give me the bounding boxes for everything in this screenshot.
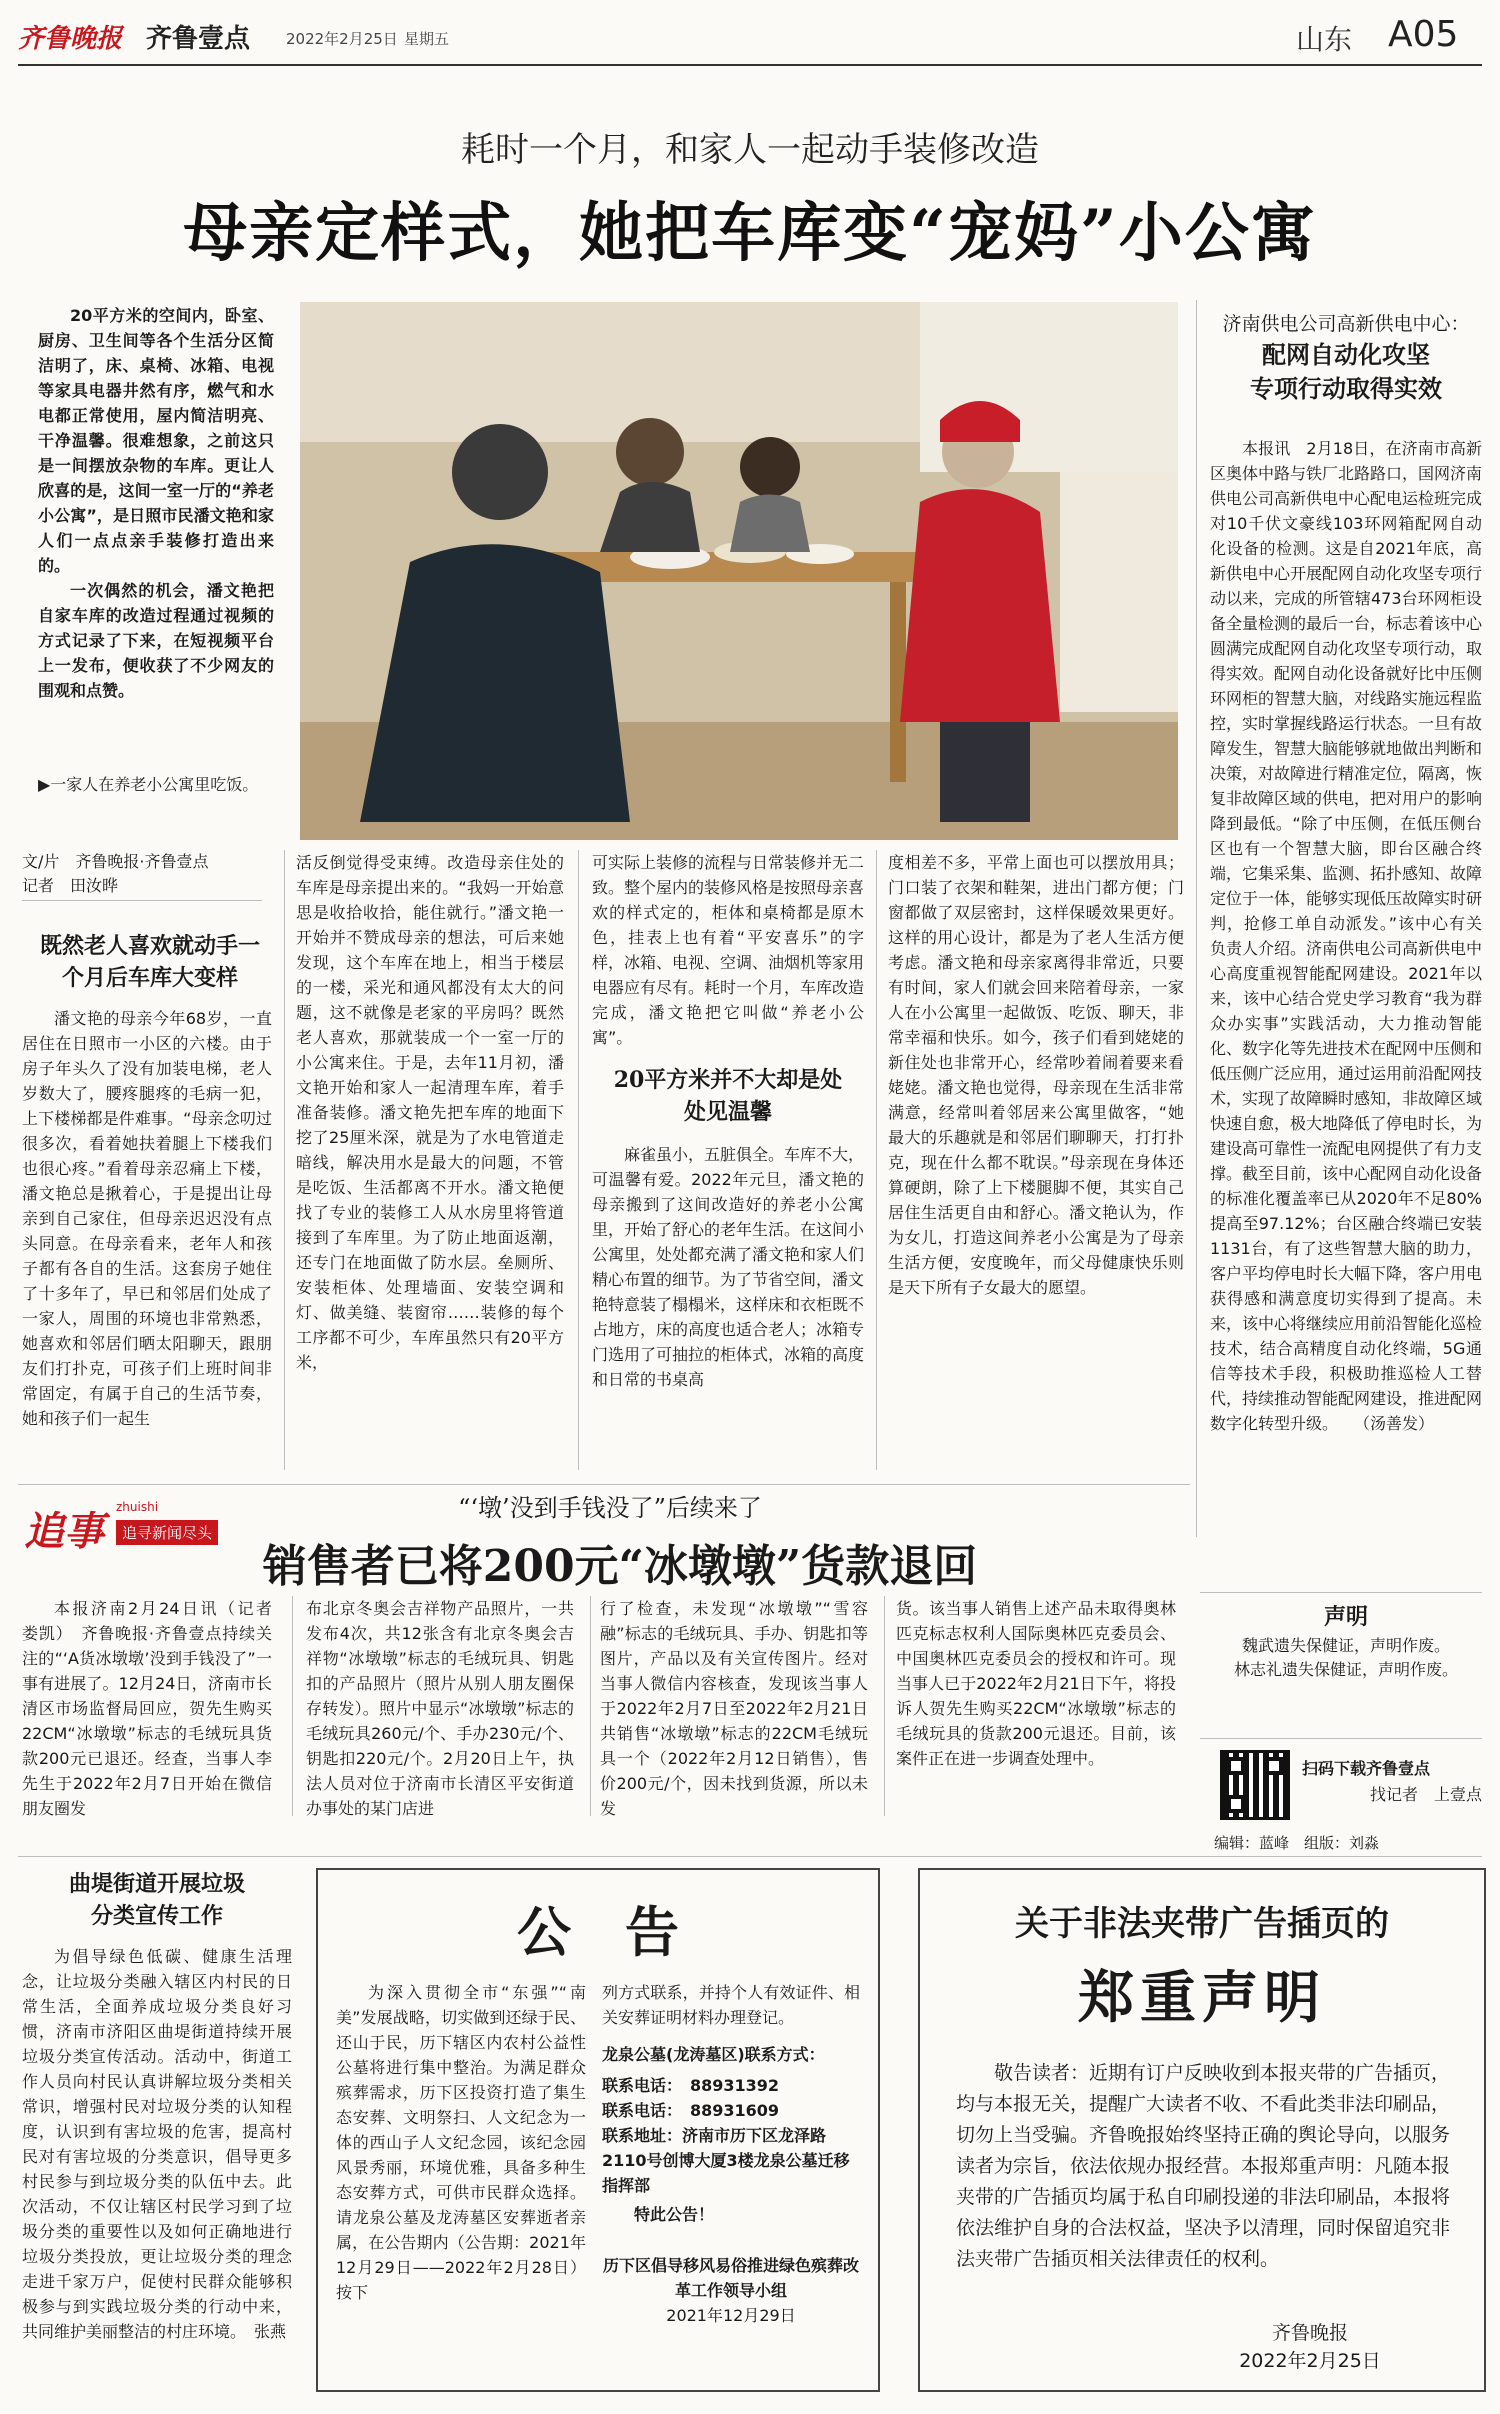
- fu-rule-3: [884, 1596, 885, 1816]
- statement-title: 声明: [1323, 1604, 1368, 1630]
- followup-tag-title: 追事: [24, 1508, 104, 1555]
- declaration-sign: 齐鲁晚报: [1271, 2322, 1348, 2344]
- main-subhead-2: 20平方米并不大却是处处见温馨: [613, 1067, 843, 1125]
- fu-rule-2: [590, 1596, 591, 1816]
- logo-qilu-yidian: 齐鲁壹点: [146, 24, 251, 54]
- photo-caption: ▶一家人在养老小公寓里吃饭。: [38, 775, 259, 794]
- power-story: [1210, 310, 1482, 1486]
- followup-column-3: 行了检查，未发现“冰墩墩”“雪容融”标志的毛绒玩具、手办、钥匙扣等图片，产品以及有关宣传图片。经对当事人微信内容核查，发现该当事人于2022年2月7日至2022年2月21日共销售“冰墩墩”标志的22CM毛绒玩具一个（2022年2月12日销售），售价200元/个，因未找到货源，所以未发: [600, 1599, 868, 1818]
- statement-line-1: 魏武遗失保健证，声明作废。: [1241, 1636, 1450, 1655]
- notice-right-column: 列方式联系，并持个人有效证件、相关安葬证明材料办理登记。 龙泉公墓(龙涛墓区)联系方式： 联系电话： 88931392 联系电话： 88931609 联系地址：济南市历下区龙泽路2110号创博大厦3楼龙泉公墓迁移指挥部 特此公告！ 历下区倡导移风易俗推进绿色殡葬改革工作领导小组 2021年12月29日: [602, 1980, 860, 2328]
- section-name: 山东: [1296, 23, 1353, 56]
- main-column-1: 潘文艳的母亲今年68岁，一直居住在日照市一小区的六楼。由于房子年头久了没有加装电梯，老人岁数大了，腰疼腿疼的毛病一犯，上下楼梯都是件难事。“母亲念叨过很多次，看着她扶着腿上下楼我们也很心疼。”看着母亲忍痛上下楼，潘文艳总是揪着心，于是提出让母亲到自己家住，但母亲迟迟没有点头同意。在母亲看来，老年人和孩子都有各自的生活。这套房子她住了十多年了，早已和邻居们处成了一家人，周围的环境也非常熟悉，她喜欢和邻居们晒太阳聊天，跟朋友们打扑克，可孩子们上班时间非常固定，有属于自己的生活节奏，她和孩子们一起生: [22, 1009, 272, 1428]
- main-column-3a: 可实际上装修的流程与日常装修并无二致。整个屋内的装修风格是按照母亲喜欢的样式定的，柜体和桌椅都是原木色，挂表上也有着“平安喜乐”的字样，冰箱、电视、空调、油烟机等家用电器应有尽有。耗时一个月，车库改造完成，潘文艳把它叫做“养老小公寓”。: [592, 853, 865, 1047]
- notice-box: [316, 1868, 880, 2392]
- main-lead: 20平方米的空间内，卧室、厨房、卫生间等各个生活分区简洁明了，床、桌椅、冰箱、电视等家具电器井然有序，燃气和水电都正常使用，屋内简洁明亮、干净温馨。很难想象，之前这只是一间摆放杂物的车库。更让人欣喜的是，这间一室一厅的“养老小公寓”，是日照市民潘文艳和家人们一点点亲手装修打造出来的。 一次偶然的机会，潘文艳把自家车库的改造过程通过视频的方式记录了下来，在短视频平台上一发布，便收获了不少网友的围观和点赞。: [38, 306, 274, 700]
- main-column-2: 活反倒觉得受束缚。改造母亲住处的车库是母亲提出来的。“我妈一开始意思是收拾收拾，能住就行。”潘文艳一开始并不赞成母亲的想法，可后来她发现，这个车库在地上，相当于楼层的一楼，采光和通风都没有太大的问题，这不就像是老家的平房吗？既然老人喜欢，那就装成一个一室一厅的小公寓来住。于是，去年11月初，潘文艳开始和家人一起清理车库，着手准备装修。潘文艳先把车库的地面下挖了25厘米深，就是为了水电管道走暗线，解决用水是最大的问题，不管是吃饭、生活都离不开水。潘文艳便找了专业的装修工人从水房里将管道接到了车库里。为了防止地面返潮，还专门在地面做了防水层。垒厕所、安装柜体、处理墙面、安装空调和灯、做美缝、装窗帘……装修的每个工序都不可少，车库虽然只有20平方米，: [296, 853, 564, 1372]
- notice-phone-2: 联系电话： 88931609: [602, 2101, 780, 2120]
- page-number: A05: [1388, 14, 1459, 55]
- followup-tag-pinyin: zhuishi: [116, 1500, 159, 1514]
- power-title-1: 配网自动化攻坚: [1262, 340, 1430, 369]
- right-column-rule: [1196, 300, 1197, 1537]
- declaration-title-1: 关于非法夹带广告插页的: [1015, 1904, 1389, 1944]
- declaration-box: [918, 1868, 1486, 2392]
- issue-weekday: 星期五: [404, 30, 450, 48]
- power-body: 本报讯 2月18日，在济南市高新区奥体中路与铁厂北路路口，国网济南供电公司高新供电中心配电运检班完成对10千伏文豪线103环网箱配网自动化设备的检测。这是自2021年底，高新供电中心开展配网自动化攻坚专项行动以来，完成的所管辖473台环网柜设备全量检测的最后一台，标志着该中心圆满完成配网自动化攻坚专项行动，取得实效。配网自动化设备就好比中压侧环网柜的智慧大脑，对线路实施远程监控，实时掌握线路运行状态。一旦有故障发生，智慧大脑能够就地做出判断和决策，对故障进行精准定位，隔离，恢复非故障区域的供电，把对用户的影响降到最低。“除了中压侧，在低压侧台区也有一个智慧大脑，即台区融合终端，它集采集、监测、拓扑感知、故障定位于一体，能够实现低压故障实时研判，抢修工单自动派发。”该中心有关负责人介绍。济南供电公司高新供电中心高度重视智能配网建设。2021年以来，该中心结合党史学习教育“我为群众办实事”实践活动，大力推动智能化、数字化等先进技术在配网中压侧和低压侧广泛应用，通过运用前沿配网技术，实现了故障瞬时感知，非故障区域快速自愈，极大地降低了停电时长，为建设高可靠性一流配电网提供了有力支撑。截至目前，该中心配网自动化设备的标准化覆盖率已从2020年不足80%提高至97.12%；台区融合终端已安装1131台，有了这些智慧大脑的助力，客户平均停电时长大幅下降，客户用电获得感和满意度切实得到了提高。未来，该中心将继续应用前沿智能化巡检技术，结合高精度自动化终端，5G通信等技术手段，积极助推巡检人工替代，持续推动智能配网建设，推进配网数字化转型升级。 （汤善发）: [1210, 439, 1483, 1433]
- notice-address: 联系地址：济南市历下区龙泽路2110号创博大厦3楼龙泉公墓迁移指挥部: [602, 2126, 850, 2195]
- main-subhead-1: 既然老人喜欢就动手一个月后车库大变样: [40, 933, 261, 991]
- declaration-date: 2022年2月25日: [1239, 2350, 1381, 2372]
- qr-rule: [1200, 1738, 1482, 1739]
- followup-tag: [24, 1494, 244, 1564]
- statement-line-2: 林志礼遗失保健证，声明作废。: [1233, 1660, 1458, 1679]
- power-pretitle: 济南供电公司高新供电中心：: [1222, 313, 1470, 335]
- notice-title: 公 告: [517, 1900, 679, 1964]
- followup-column-1: 本报济南2月24日讯（记者 娄凯） 齐鲁晚报·齐鲁壹点持续关注的“‘A货冰墩墩’没到手钱没了”一事有进展了。12月24日，济南市长清区市场监督局回应，贺先生购买22CM“冰墩墩”标志的毛绒玩具货款200元已退还。经查，当事人李先生于2022年2月7日开始在微信朋友圈发: [22, 1599, 289, 1818]
- statement-box: [1210, 1600, 1482, 1682]
- followup-tag-sub: 追寻新闻尽头: [116, 1520, 218, 1545]
- declaration-title-2: 郑重声明: [1078, 1965, 1326, 2031]
- header-rule: [18, 64, 1482, 66]
- col-rule-2: [578, 850, 579, 1470]
- declaration-body: 敬告读者：近期有订户反映收到本报夹带的广告插页，均与本报无关，提醒广大读者不收、不看此类非法印刷品，切勿上当受骗。齐鲁晚报始终坚持正确的舆论导向，以服务读者为宗旨，依法依规办报经营。本报郑重声明：凡随本报夹带的广告插页均属于私自印刷投递的非法印刷品，本报将依法维护自身的合法权益，坚决予以清理，同时保留追究非法夹带广告插页相关法律责任的权利。: [956, 2062, 1451, 2270]
- notice-sign: 历下区倡导移风易俗推进绿色殡葬改革工作领导小组: [602, 2256, 859, 2300]
- photo-illustration: [300, 302, 1178, 840]
- main-headline: 母亲定样式，她把车库变“宠妈”小公寓: [183, 196, 1317, 271]
- notice-phone-1: 联系电话： 88931392: [602, 2076, 780, 2095]
- section-rule-2: [18, 1856, 1482, 1857]
- garbage-story: [22, 1868, 292, 2404]
- col-rule-1: [284, 850, 285, 1470]
- byline: [22, 850, 282, 898]
- garbage-body: 为倡导绿色低碳、健康生活理念，让垃圾分类融入辖区内村民的日常生活，全面养成垃圾分类良好习惯，济南市济阳区曲堤街道持续开展垃圾分类宣传活动。活动中，街道工作人员向村民认真讲解垃圾分类相关常识，增强村民对垃圾分类的认知程度，认识到有害垃圾的危害，提高村民对有害垃圾的分类意识，倡导更多村民参与到垃圾分类的队伍中去。此次活动，不仅让辖区村民学习到了垃圾分类的重要性以及如何正确地进行垃圾分类投放，更让垃圾分类的理念走进千家万户，促使村民群众能够积极参与到实践垃圾分类的行动中来，共同维护美丽整洁的村庄环境。 张燕: [22, 1947, 292, 2341]
- issue-date: 2022年2月25日: [286, 30, 398, 48]
- main-column-4: 度相差不多，平常上面也可以摆放用具；门口装了衣架和鞋架，进出门都方便；门窗都做了双层密封，这样保暖效果更好。这样的用心设计，都是为了老人生活方便考虑。潘文艳和母亲家离得非常近，只要有时间，家人们就会回来陪着母亲，一家人在小公寓里一起做饭、吃饭、聊天，非常幸福和快乐。如今，孩子们看到姥姥的新住处也非常开心，经常吵着闹着要来看姥姥。潘文艳也觉得，母亲现在生活非常满意，经常叫着邻居来公寓里做客，“她最大的乐趣就是和邻居们聊聊天，打打扑克，现在什么都不耽误。”母亲现在身体还算硬朗，除了上下楼腿脚不便，其实自己居住生活更自由和舒心。潘文艳认为，作为女儿，打造这间养老小公寓是为了母亲生活方便，安度晚年，而父母健康快乐则是天下所有子女最大的愿望。: [888, 853, 1184, 1297]
- followup-headline: 销售者已将200元“冰墩墩”货款退回: [262, 1541, 978, 1592]
- qr-text: 扫码下载齐鲁壹点 找记者 上壹点: [1302, 1759, 1482, 1804]
- power-title-2: 专项行动取得实效: [1250, 374, 1442, 403]
- notice-left-column: 为深入贯彻全市“东强”“南美”发展战略，切实做到还绿于民、还山于民，历下辖区内农村公益性公墓将进行集中整治。为满足群众殡葬需求，历下区投资打造了集生态安葬、文明祭扫、人文纪念为一体的西山子人文纪念园，该纪念园风景秀丽，环境优雅，具备多种生态安葬方式，可供市民群众选择。请龙泉公墓及龙涛墓区安葬逝者亲属，在公告期内（公告期：2021年12月29日——2022年2月28日）按下: [336, 1983, 586, 2302]
- main-column-3: [592, 850, 864, 1470]
- section-rule-1: [18, 1484, 1190, 1485]
- main-column-3b: 麻雀虽小，五脏俱全。车库不大，可温馨有爱。2022年元旦，潘文艳的母亲搬到了这间改造好的养老小公寓里，开始了舒心的老年生活。在这间小公寓里，处处都充满了潘文艳和家人们精心布置的细节。为了节省空间，潘文艳特意装了榻榻米，这样床和衣柜既不占地方，床的高度也适合老人；冰箱专门选用了可抽拉的柜体式，冰箱的高度和日常的书桌高: [592, 1145, 865, 1389]
- followup-column-2: 布北京冬奥会吉祥物产品照片，一共发布4次，共12张含有北京冬奥会吉祥物“冰墩墩”标志的毛绒玩具、钥匙扣的产品照片（照片从别人朋友圈保存转发）。照片中显示“冰墩墩”标志的毛绒玩具260元/个、手办230元/个、钥匙扣220元/个。2月20日上午，执法人员对位于济南市长清区平安街道办事处的某门店进: [306, 1599, 574, 1818]
- editor-credit: 编辑：蓝峰 组版：刘淼: [1214, 1834, 1380, 1852]
- notice-contact-title: 龙泉公墓(龙涛墓区)联系方式：: [602, 2045, 825, 2064]
- followup-column-4: 货。该当事人销售上述产品未取得奥林匹克标志权利人国际奥林匹克委员会、中国奥林匹克委员会的授权和许可。现当事人已于2022年2月21日下午，将投诉人贺先生购买22CM“冰墩墩”标志的毛绒玩具的货款200元退还。目前，该案件正在进一步调查处理中。: [896, 1599, 1176, 1768]
- statement-rule: [1200, 1592, 1482, 1593]
- garbage-headline-2: 分类宣传工作: [90, 1903, 223, 1929]
- byline-reporter: 记者 田汝晔: [22, 876, 119, 895]
- notice-date: 2021年12月29日: [666, 2306, 796, 2325]
- main-kicker: 耗时一个月，和家人一起动手装修改造: [461, 130, 1039, 170]
- byline-rule: [22, 900, 262, 901]
- notice-special: 特此公告！: [634, 2205, 715, 2224]
- col-rule-3: [876, 850, 877, 1470]
- qr-code[interactable]: [1220, 1750, 1290, 1820]
- byline-agency: 文/片 齐鲁晚报·齐鲁壹点: [22, 852, 209, 871]
- masthead: [18, 12, 1482, 62]
- logo-qilu-evening: 齐鲁晚报: [18, 24, 123, 54]
- followup-kicker: “‘墩’没到手钱没了”后续来了: [458, 1494, 762, 1522]
- family-dinner-photo: [300, 302, 1178, 840]
- fu-rule-1: [292, 1596, 293, 1816]
- garbage-headline-1: 曲堤街道开展垃圾: [68, 1871, 245, 1897]
